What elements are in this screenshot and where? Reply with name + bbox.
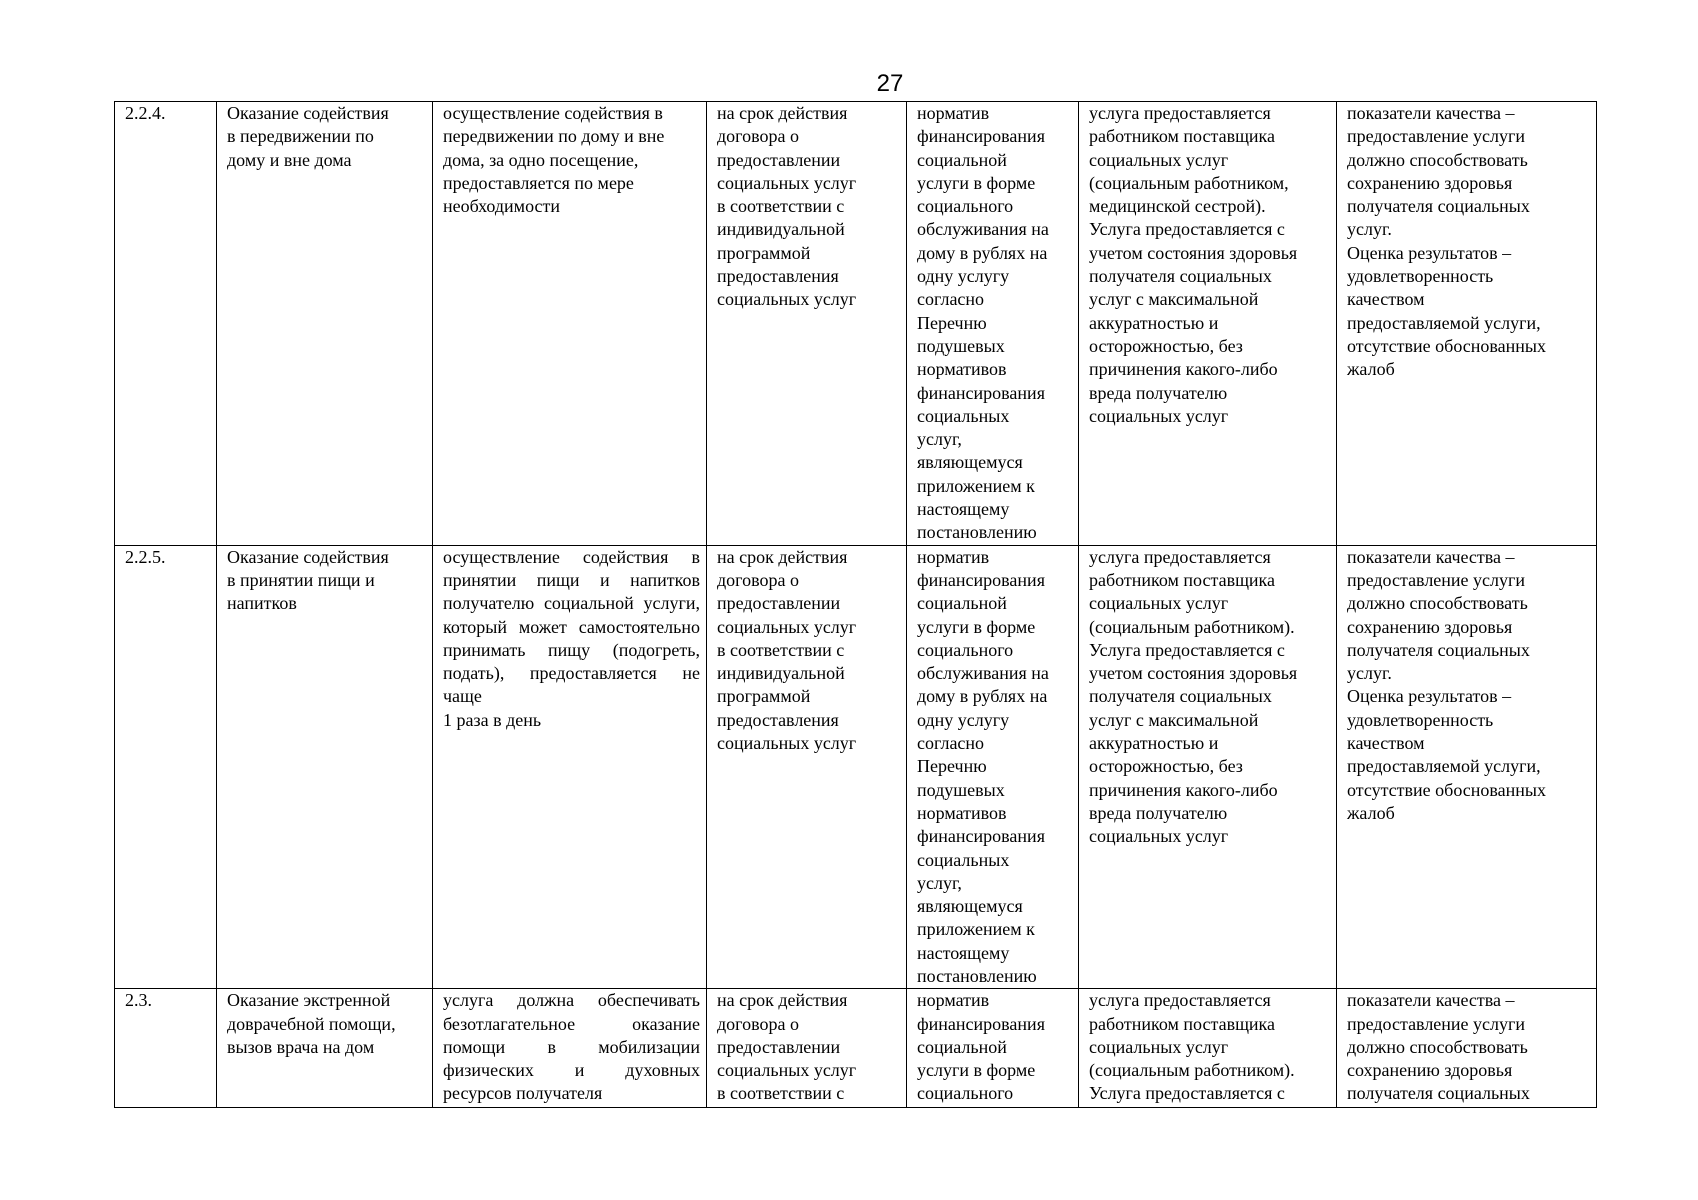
service-name [217, 989, 433, 1108]
service-term: на срок действия договора о предоставлении социальных услуг в соответствии с индивидуальной программой предоставления социальных услуг [707, 102, 907, 546]
quality-indicators-text: показатели качества – предоставление услуги должно способствовать сохранению здоровья получателя социальных [1347, 990, 1530, 1104]
service-description-text: услуга должна обеспечивать безотлагательное оказание помощи в мобилизации физических и духовных ресурсов получателя [443, 990, 700, 1104]
service-name-text: Оказание экстренной доврачебной помощи, вызов врача на дом [227, 990, 396, 1057]
service-description: осуществление содействия в принятии пищи и напитков получателю социальной услуги, который может самостоятельно принимать пищу (подогреть, подать), предоставляется не чаще 1 раза в день [433, 545, 707, 989]
quality-indicators: показатели качества – предоставление услуги должно способствовать сохранению здоровья получателя социальных услуг. Оценка результатов – удовлетворенность качеством предоставляемой услуги, отсутствие обоснованных жалоб [1337, 102, 1597, 546]
provision-conditions: услуга предоставляется работником поставщика социальных услуг (социальным работником). Услуга предоставляется с учетом состояния здоровья получателя социальных услуг с максимальной аккуратностью и осторожностью, без причинения какого-либо вреда получателю социальных услуг [1079, 545, 1337, 989]
quality-indicators [1337, 989, 1597, 1108]
service-term [707, 989, 907, 1108]
provision-conditions [1079, 989, 1337, 1108]
service-term: на срок действия договора о предоставлении социальных услуг в соответствии с индивидуальной программой предоставления социальных услуг [707, 545, 907, 989]
row-number: 2.2.4. [115, 102, 217, 546]
page-number: 27 [876, 70, 904, 97]
financing-norm: норматив финансирования социальной услуги в форме социального обслуживания на дому в рублях на одну услугу согласно Перечню подушевых нормативов финансирования социальных услуг, являющемуся приложением к настоящему постановлению [907, 102, 1079, 546]
service-description [433, 989, 707, 1108]
row-number [115, 989, 217, 1108]
table-row [115, 545, 1597, 989]
services-table [114, 101, 1597, 1108]
provision-conditions-text: услуга предоставляется работником поставщика социальных услуг (социальным работником). Услуга предоставляется с [1089, 990, 1295, 1104]
table-row [115, 989, 1597, 1108]
financing-norm [907, 989, 1079, 1108]
row-number: 2.2.5. [115, 545, 217, 989]
table-row [115, 102, 1597, 546]
service-term-text: на срок действия договора о предоставлении социальных услуг в соответствии с [717, 990, 857, 1104]
provision-conditions: услуга предоставляется работником поставщика социальных услуг (социальным работником, медицинской сестрой). Услуга предоставляется с учетом состояния здоровья получателя социальных услуг с максимальной аккуратностью и осторожностью, без причинения какого-либо вреда получателю социальных услуг [1079, 102, 1337, 546]
service-description: осуществление содействия в передвижении по дому и вне дома, за одно посещение, предоставляется по мере необходимости [433, 102, 707, 546]
row-number-text: 2.3. [125, 990, 152, 1011]
quality-indicators: показатели качества – предоставление услуги должно способствовать сохранению здоровья получателя социальных услуг. Оценка результатов – удовлетворенность качеством предоставляемой услуги, отсутствие обоснованных жалоб [1337, 545, 1597, 989]
service-name: Оказание содействия в принятии пищи и напитков [217, 545, 433, 989]
financing-norm-text: норматив финансирования социальной услуги в форме социального [917, 990, 1045, 1104]
service-name: Оказание содействия в передвижении по дому и вне дома [217, 102, 433, 546]
financing-norm: норматив финансирования социальной услуги в форме социального обслуживания на дому в рублях на одну услугу согласно Перечню подушевых нормативов финансирования социальных услуг, являющемуся приложением к настоящему постановлению [907, 545, 1079, 989]
